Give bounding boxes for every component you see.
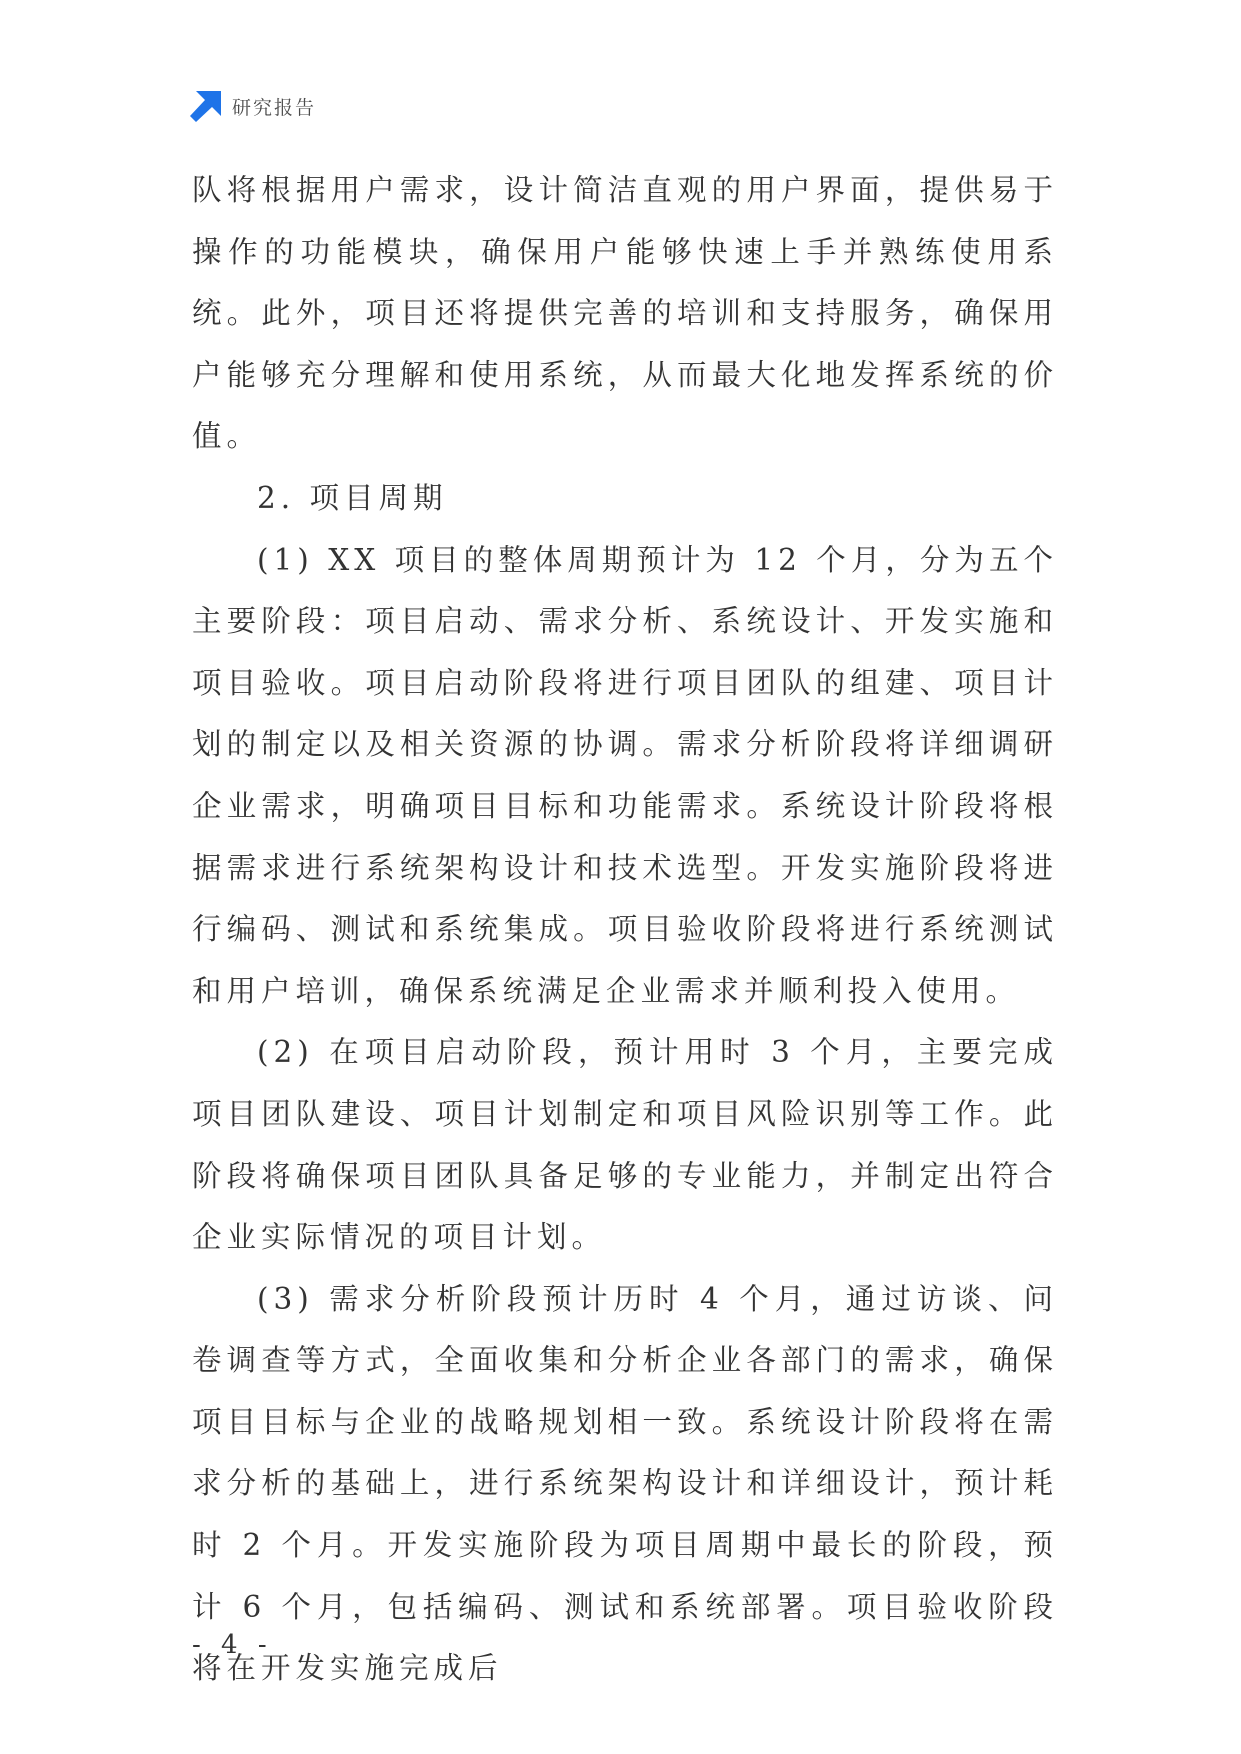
paragraph-continuation: 队将根据用户需求，设计简洁直观的用户界面，提供易于操作的功能模块，确保用户能够快速上手并熟练使用系统。此外，项目还将提供完善的培训和支持服务，确保用户能够充分理解和使用系统，从而最大化地发挥系统的价值。 bbox=[192, 173, 1058, 454]
header-title: 研究报告 bbox=[232, 96, 317, 119]
paragraph-item-2: (2) 在项目启动阶段，预计用时 3 个月，主要完成项目团队建设、项目计划制定和项目风险识别等工作。此阶段将确保项目团队具备足够的专业能力，并制定出符合企业实际情况的项目计划。 bbox=[192, 1035, 1058, 1255]
page-header bbox=[190, 90, 316, 122]
paragraph-item-3: (3) 需求分析阶段预计历时 4 个月，通过访谈、问卷调查等方式，全面收集和分析企业各部门的需求，确保项目目标与企业的战略规划相一致。系统设计阶段将在需求分析的基础上，进行系统架构设计和详细设计，预计耗时 2 个月。开发实施阶段为项目周期中最长的阶段，预计 6 个月，包括编码、测试和系统部署。项目验收阶段将在开发实施完成后 bbox=[192, 1281, 1059, 1686]
document-body bbox=[192, 160, 1058, 1700]
paragraph-item-1: (1) XX 项目的整体周期预计为 12 个月，分为五个主要阶段：项目启动、需求分析、系统设计、开发实施和项目验收。项目启动阶段将进行项目团队的组建、项目计划的制定以及相关资源的协调。需求分析阶段将详细调研企业需求，明确项目目标和功能需求。系统设计阶段将根据需求进行系统架构设计和技术选型。开发实施阶段将进行编码、测试和系统集成。项目验收阶段将进行系统测试和用户培训，确保系统满足企业需求并顺利投入使用。 bbox=[192, 542, 1058, 1008]
arrow-up-right-icon bbox=[190, 90, 222, 122]
section-heading: 2. 项目周期 bbox=[257, 480, 448, 515]
page-number: - 4 - bbox=[192, 1630, 273, 1660]
